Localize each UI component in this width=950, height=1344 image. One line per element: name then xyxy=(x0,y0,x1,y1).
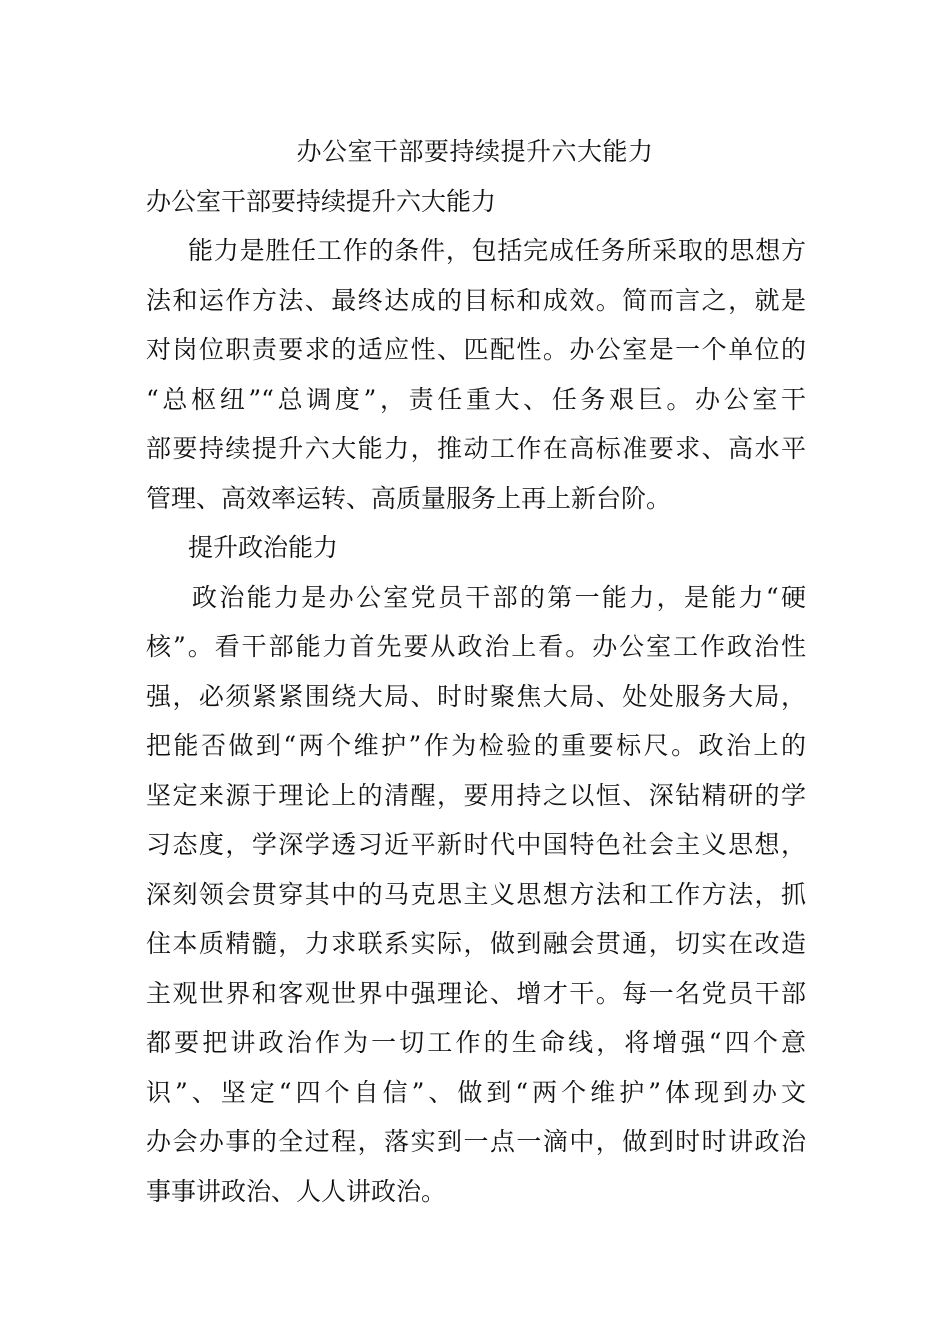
document-subtitle: 办公室干部要持续提升六大能力 xyxy=(146,187,497,216)
paragraph-line: “总枢纽”“总调度”，责任重大、任务艰巨。办公室干 xyxy=(146,385,806,414)
paragraph-line: 能力是胜任工作的条件，包括完成任务所采取的思想方 xyxy=(188,236,806,265)
paragraph-line: 习态度，学深学透习近平新时代中国特色社会主义思想， xyxy=(146,830,806,859)
paragraph-line: 都要把讲政治作为一切工作的生命线，将增强“四个意 xyxy=(146,1028,806,1057)
paragraph-line: 深刻领会贯穿其中的马克思主义思想方法和工作方法，抓 xyxy=(146,880,806,909)
paragraph-line: 部要持续提升六大能力，推动工作在高标准要求、高水平 xyxy=(146,434,806,463)
section-heading-political: 提升政治能力 xyxy=(188,533,339,562)
paragraph-line: 把能否做到“两个维护”作为检验的重要标尺。政治上的 xyxy=(146,731,806,760)
paragraph-line: 主观世界和客观世界中强理论、增才干。每一名党员干部 xyxy=(146,979,806,1008)
paragraph-line: 强，必须紧紧围绕大局、时时聚焦大局、处处服务大局， xyxy=(146,682,806,711)
paragraph-line: 住本质精髓，力求联系实际，做到融会贯通，切实在改造 xyxy=(146,929,806,958)
paragraph-line: 办会办事的全过程，落实到一点一滴中，做到时时讲政治 xyxy=(146,1127,806,1156)
paragraph-line: 事事讲政治、人人讲政治。 xyxy=(146,1177,447,1206)
paragraph-line: 政治能力是办公室党员干部的第一能力，是能力“硬 xyxy=(192,583,806,612)
paragraph-line: 核”。看干部能力首先要从政治上看。办公室工作政治性 xyxy=(146,632,806,661)
paragraph-line: 识”、坚定“四个自信”、做到“两个维护”体现到办文 xyxy=(146,1078,806,1107)
paragraph-line: 管理、高效率运转、高质量服务上再上新台阶。 xyxy=(146,484,672,513)
document-title: 办公室干部要持续提升六大能力 xyxy=(296,137,654,166)
paragraph-line: 对岗位职责要求的适应性、匹配性。办公室是一个单位的 xyxy=(146,335,806,364)
paragraph-line: 法和运作方法、最终达成的目标和成效。简而言之，就是 xyxy=(146,286,806,315)
paragraph-line: 坚定来源于理论上的清醒，要用持之以恒、深钻精研的学 xyxy=(146,781,806,810)
